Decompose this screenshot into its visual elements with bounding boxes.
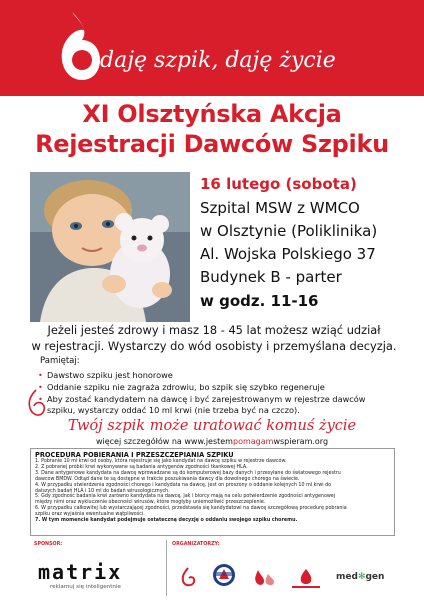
swirl-drop-icon: [24, 388, 46, 422]
intro-text: [18, 322, 410, 354]
procedure-step: między nimi oraz wykluczenie obecności wirusów, które mogłyby uniemożliwić przeszczepienie.: [35, 500, 266, 506]
sponsor-logo: matrix: [38, 560, 123, 584]
bullet-icon: •: [38, 382, 43, 392]
event-location-line: Szpital MSW z WMCO: [200, 199, 360, 217]
list-item: • Oddanie szpiku nie zagraża zdrowiu, bo szpik się szybko regeneruje: [38, 382, 325, 392]
organizer-medgen-logo: med✻gen: [336, 572, 385, 582]
procedure-step: 5. Gdy zgodność badania krwi zarówno kandydata na dawcę, jak i biorcy mają na celu potwierdzenie zgodności antygenowej: [35, 494, 336, 500]
more-info: więcej szczegółów na www.jestempomagamwspieram.org: [95, 437, 329, 446]
page-title-line-1: XI Olsztyńska Akcja: [82, 100, 342, 128]
procedure-step: 2. Z pobranej próbki krwi wykonywane są badania antygenów zgodności tkankowej HLA.: [35, 464, 248, 470]
medgen-mark-icon: ✻: [357, 572, 366, 582]
procedure-step: 7. W tym momencie kandydat podejmuje ostateczną decyzję o oddaniu swojego szpiku choremu.: [35, 518, 298, 524]
organizers-label: ORGANIZATORZY:: [172, 542, 220, 547]
remember-label: Pamiętaj:: [40, 356, 80, 366]
event-time: w godz. 11-16: [200, 292, 319, 310]
event-location-line: Budynek B - parter: [200, 268, 342, 286]
procedure-title: PROCEDURA POBIERANIA I PRZESZCZEPIANIA SZPIKU: [35, 451, 234, 459]
procedure-step: 4. W przypadku stwierdzenia zgodności chorego i kandydata na dawcę, jest on proszony o oddanie kolejnych 10 ml krwi do: [35, 482, 332, 488]
drop-logo-icon: [42, 8, 102, 88]
list-item-continued: szpiku, wystarczy oddać 10 ml krwi (nie trzeba być na czczo).: [47, 405, 300, 415]
organizer-logo-icon: [176, 566, 200, 590]
sponsor-label: SPONSOR:: [34, 542, 63, 547]
event-location-line: Al. Wojska Polskiego 37: [200, 245, 376, 263]
procedure-step: 1. Pobranie 10 ml krwi od osoby, która rejestruje się jako kandydat na dawcę szpiku w rejestrze dawców.: [35, 459, 287, 464]
procedure-step: dawców BMDW. Odtąd dane te są dostępne w trakcie poszukiwania dawcy dla dowolnego chorego na świecie.: [35, 476, 300, 482]
slogan: daję szpik, daję życie: [100, 48, 336, 73]
bullet-icon: •: [38, 394, 43, 404]
tagline: Twój szpik może uratować komuś życie: [67, 418, 357, 434]
event-date: 16 lutego (sobota): [200, 175, 357, 193]
organizer-drop-icon: [252, 566, 278, 588]
intro-line: Jeżeli jesteś zdrowy i masz 18 - 45 lat możesz wziąć udział: [47, 323, 381, 337]
website-link[interactable]: www.jestempomagamwspieram.org: [184, 437, 329, 446]
bullet-icon: •: [38, 370, 43, 380]
intro-line: w rejestracji. Wystarczy do wód osobisty i przemyślana decyzja.: [31, 339, 397, 353]
procedure-step: 6. W przypadku całkowitej lub wystarczającej zgodności, przedstawia się kandydatowi na dawcę szczegółową procedurę pobrania: [35, 506, 347, 512]
procedure-step: szpiku oraz wyjaśnia ewentualne wątpliwości.: [35, 512, 145, 518]
event-location-line: w Olsztynie (Poliklinika): [200, 222, 378, 240]
organizer-hospital-crest-icon: [212, 562, 236, 588]
list-item: • Dawstwo szpiku jest honorowe: [38, 370, 173, 380]
organizer-foundation-logo-icon: [286, 566, 326, 590]
procedure-step: 3. Dane antygenowe kandydata na dawcę wprowadzane są do komputerowej bazy danych i przesyłane do światowego rejestru: [35, 470, 341, 476]
sponsor-subtitle: reklamuj się inteligentnie: [50, 584, 121, 590]
procedure-step: dalszych badań HLA i 10 ml do badań wirusologicznych.: [35, 488, 170, 494]
list-item: • Aby zostać kandydatem na dawcę i być zarejestrowanym w rejestrze dawców: [38, 394, 366, 404]
footer-divider: [166, 540, 167, 596]
page-title-line-2: Rejestracji Dawców Szpiku: [35, 130, 389, 158]
procedure-box: [30, 448, 395, 536]
child-with-teddy-photo: [30, 172, 190, 322]
